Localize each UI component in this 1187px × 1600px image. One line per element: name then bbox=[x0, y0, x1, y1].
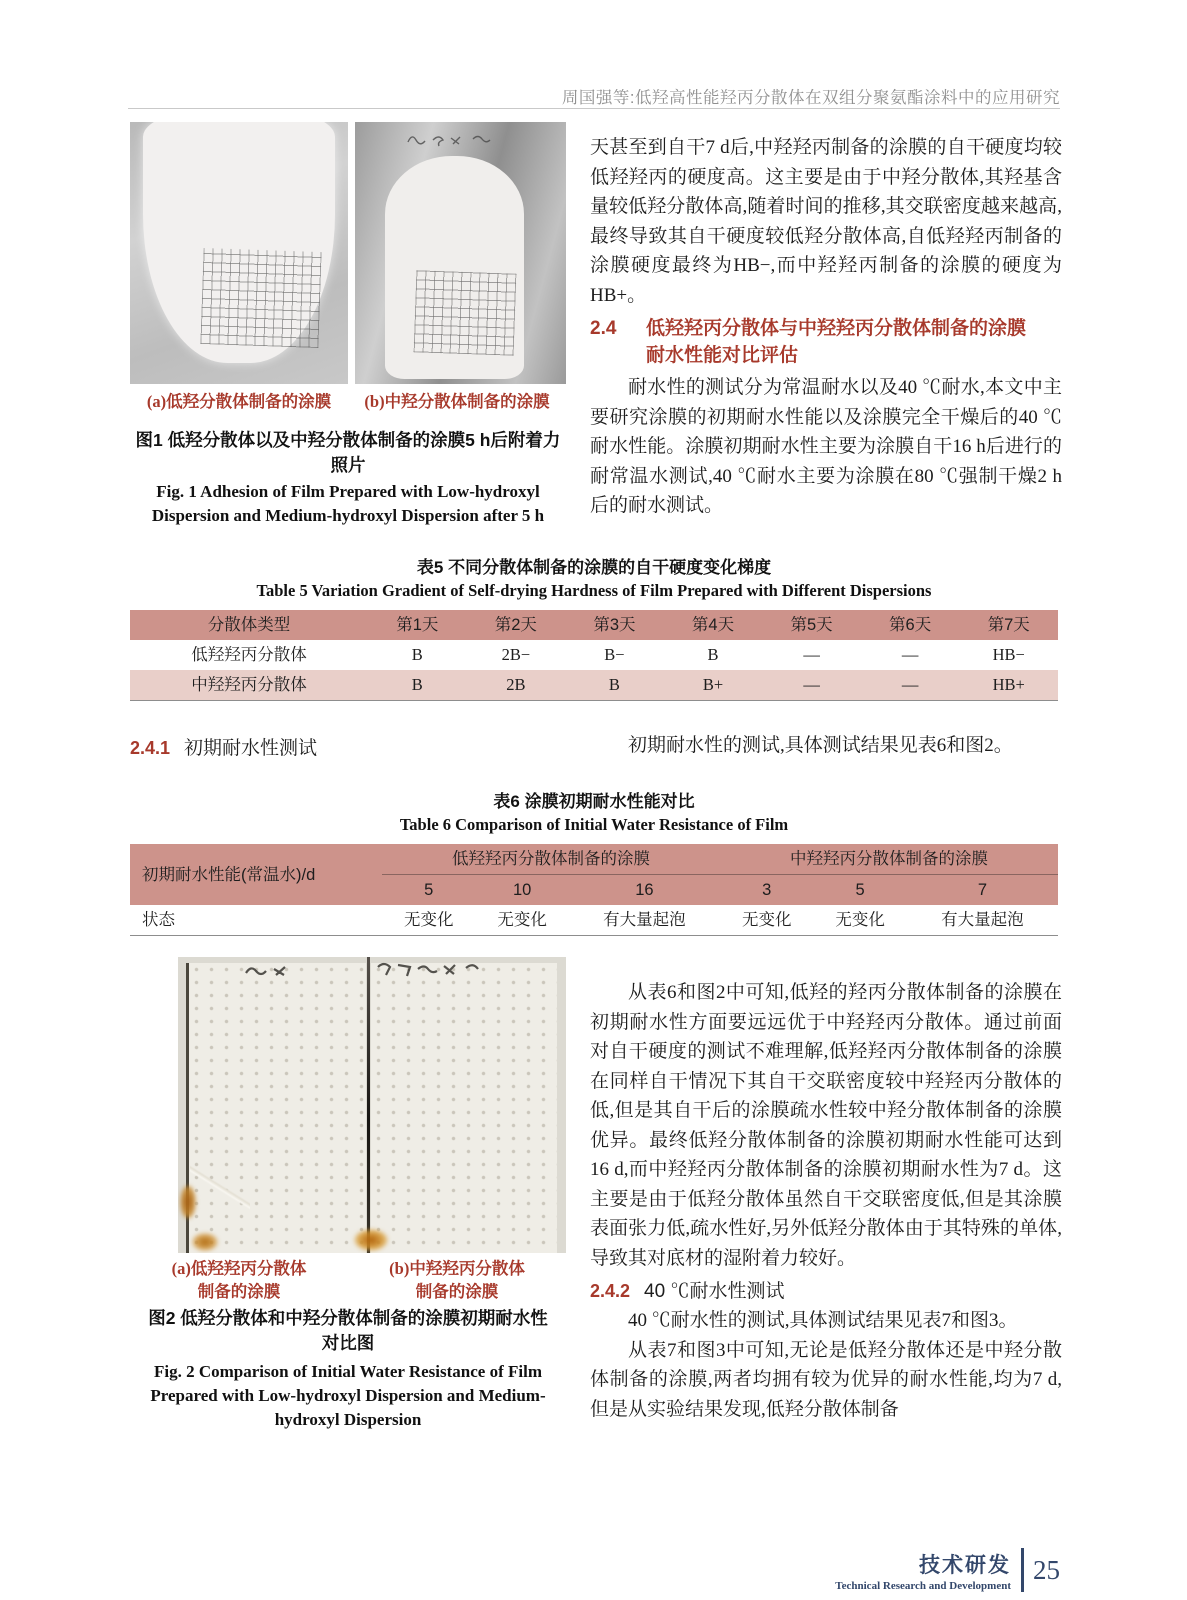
table6-row-header: 初期耐水性能(常温水)/d bbox=[130, 844, 382, 905]
footer-section-cn: 技术研发 bbox=[919, 1553, 1011, 1577]
section-2-4-2-heading: 2.4.2 40 ℃耐水性测试 bbox=[590, 1281, 785, 1302]
page-footer bbox=[835, 1548, 1060, 1592]
figure1-subcaptions bbox=[130, 388, 566, 412]
table6: 初期耐水性能(常温水)/d 低羟羟丙分散体制备的涂膜 中羟羟丙分散体制备的涂膜 5 10 16 3 5 7 状态 无变化 无变化 有大量起泡 无变化 无变化 有大量起泡 bbox=[130, 844, 1058, 936]
table6-title-en: Table 6 Comparison of Initial Water Resistance of Film bbox=[399, 815, 789, 834]
paragraph: 40 ℃耐水性的测试,具体测试结果见表7和图3。 bbox=[628, 1310, 1018, 1331]
table6-block bbox=[130, 787, 1058, 936]
table5: 分散体类型 第1天 第2天 第3天 第4天 第5天 第6天 第7天 低羟羟丙分散体 B 2B− B− B — — HB− 中羟羟丙分散体 B 2B B B+ — — HB+ bbox=[130, 610, 1058, 701]
table6-group2: 中羟羟丙分散体制备的涂膜 bbox=[720, 844, 1058, 875]
table6-group1: 低羟羟丙分散体制备的涂膜 bbox=[382, 844, 720, 875]
handwriting-marks bbox=[403, 130, 523, 150]
table5-block bbox=[130, 553, 1058, 701]
figure1-title-cn: 图1 低羟分散体以及中羟分散体制备的涂膜5 h后附着力 照片 bbox=[135, 430, 561, 475]
figure2-caption-b: (b)中羟羟丙分散体 制备的涂膜 bbox=[389, 1259, 525, 1301]
paragraph: 从表6和图2中可知,低羟的羟丙分散体制备的涂膜在初期耐水性方面要远远优于中羟羟丙分散体。通过前面对自干硬度的测试不难理解,低羟羟丙分散体制备的涂膜在同样自干情况下其自干交联密度较中羟羟丙分散体的低,但是其自干后的涂膜疏水性较中羟分散体制备的涂膜优异。最终低羟分散体制备的涂膜初期耐水性能可达到16 d,而中羟羟丙分散体制备的涂膜初期耐水性为7 d。这主要是由于低羟分散体虽然自干交联密度低,但是其涂膜表面张力低,疏水性好,另外低羟分散体由于其特殊的单体,导致其对底材的湿附着力较好。 bbox=[590, 982, 1062, 1269]
figure1-photo-b bbox=[355, 122, 566, 384]
paragraph: 天甚至到自干7 d后,中羟羟丙制备的涂膜的自干硬度均较低羟羟丙的硬度高。这主要是由于中羟分散体,其羟基含量较低羟分散体高,随着时间的推移,其交联密度越来越高,最终导致其自干硬度较低羟分散体高,自低羟羟丙制备的涂膜硬度最终为HB−,而中羟羟丙制备的涂膜的硬度为HB+。 bbox=[590, 137, 1062, 306]
section-2-4-heading: 2.4 低羟羟丙分散体与中羟羟丙分散体制备的涂膜 耐水性能对比评估 bbox=[590, 318, 1027, 366]
running-header: 周国强等:低羟高性能羟丙分散体在双组分聚氨酯涂料中的应用研究 bbox=[561, 89, 1060, 107]
figure2-subcaptions bbox=[130, 1257, 566, 1303]
paragraph: 从表7和图3中可知,无论是低羟分散体还是中羟分散体制备的涂膜,两者均拥有较为优异的耐水性能,均为7 d,但是从实验结果发现,低羟分散体制备 bbox=[590, 1339, 1062, 1420]
figure2-caption-a: (a)低羟羟丙分散体 制备的涂膜 bbox=[171, 1259, 307, 1301]
paragraph: 耐水性的测试分为常温耐水以及40 ℃耐水,本文中主要研究涂膜的初期耐水性能以及涂膜完全干燥后的40 ℃耐水性能。涂膜初期耐水性主要为涂膜自干16 h后进行的耐常温水测试,40 ℃耐水主要为涂膜在80 ℃强制干燥2 h后的耐水测试。 bbox=[590, 377, 1062, 516]
figure1-photo-a bbox=[130, 122, 348, 384]
water-test-panel-b bbox=[371, 963, 557, 1253]
rust-stain bbox=[180, 1185, 196, 1219]
footer-divider-bar bbox=[1021, 1548, 1024, 1592]
figure2-photo bbox=[178, 957, 566, 1253]
table6-title-cn: 表6 涂膜初期耐水性能对比 bbox=[493, 792, 695, 811]
table-row: 中羟羟丙分散体 bbox=[130, 670, 368, 700]
figure1-caption-a: (a)低羟分散体制备的涂膜 bbox=[146, 392, 332, 411]
rust-stain bbox=[192, 1233, 218, 1251]
section-2-4-1-heading: 2.4.1 初期耐水性测试 bbox=[130, 738, 318, 759]
handwriting-marks bbox=[238, 959, 538, 981]
panel-divider bbox=[367, 957, 370, 1253]
crosshatch-adhesion-marks bbox=[414, 270, 517, 355]
rust-stain bbox=[354, 1229, 388, 1251]
table5-title-en: Table 5 Variation Gradient of Self-drying Hardness of Film Prepared with Different Dispersions bbox=[256, 581, 932, 600]
table-row: 状态 无变化 无变化 有大量起泡 无变化 无变化 有大量起泡 bbox=[130, 905, 1058, 936]
page-number: 25 bbox=[1033, 1554, 1060, 1585]
header-divider bbox=[128, 108, 1060, 109]
right-column-top bbox=[590, 133, 1062, 521]
figure1-photos bbox=[130, 122, 566, 384]
figure2-title-cn: 图2 低羟分散体和中羟分散体制备的涂膜初期耐水性 对比图 bbox=[148, 1308, 548, 1353]
table5-title-cn: 表5 不同分散体制备的涂膜的自干硬度变化梯度 bbox=[416, 558, 772, 577]
right-column-bottom bbox=[590, 978, 1062, 1424]
panel-scratch bbox=[190, 1153, 250, 1223]
footer-section-en: Technical Research and Development bbox=[835, 1579, 1011, 1592]
table-row: 低羟羟丙分散体 bbox=[130, 640, 368, 670]
figure1-title-en: Fig. 1 Adhesion of Film Prepared with Low-hydroxyl Dispersion and Medium-hydroxyl Dispersion after 5 h bbox=[151, 482, 545, 525]
paragraph: 初期耐水性的测试,具体测试结果见表6和图2。 bbox=[628, 735, 1013, 756]
figure1-caption-b: (b)中羟分散体制备的涂膜 bbox=[364, 392, 550, 411]
figure2-title-en: Fig. 2 Comparison of Initial Water Resistance of Film Prepared with Low-hydroxyl Dispersion and Medium-hydroxyl Dispersion bbox=[150, 1362, 546, 1429]
crosshatch-adhesion-marks bbox=[200, 248, 321, 348]
